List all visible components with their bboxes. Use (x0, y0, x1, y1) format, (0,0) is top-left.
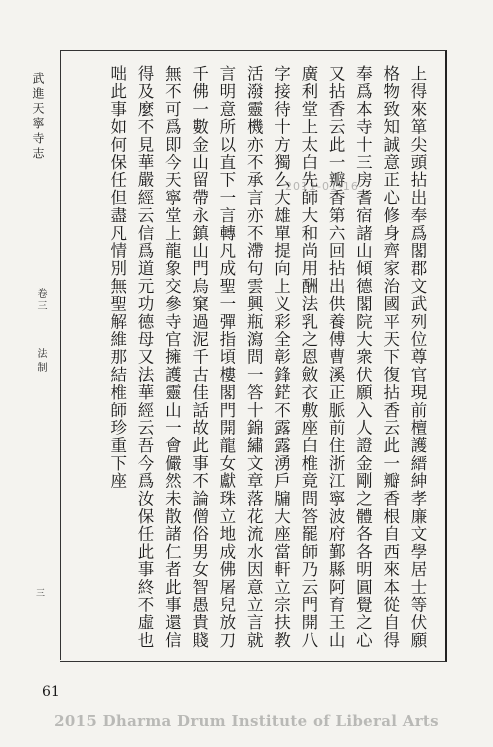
text-line: 無不可爲即今天寧堂上龍象交參寺官擁護靈山一會儼然未散諸仁者此事還信 (162, 65, 182, 650)
date-watermark: 2011-01-16 (285, 180, 359, 193)
body-text (103, 65, 431, 649)
text-line: 字接待十方獨么大雄單提向上义彩全彰鋒鋩不露露湧戶牖大座當軒立宗扶教 (271, 65, 291, 650)
leaf-number: 三 (34, 588, 44, 597)
footer-credit: 2015 Dharma Drum Institute of Liberal Arts (54, 712, 439, 730)
volume-label: 卷三 (35, 288, 46, 312)
text-line: 格物致知誠意正心修身齊家治國平天下復拈香云此一瓣香根自西來本從自得 (380, 65, 400, 650)
text-line: 活潑靈機亦不承言亦不滯句雲興瓶瀉問一答十錦繡文章落花流水因意立言就 (244, 65, 264, 650)
text-line: 廣利堂上太白先師大和尚用酬法乳之恩斂衣敷座白椎竟問答罷師乃云門開八 (298, 65, 318, 650)
text-line: 奉爲本寺十三房耆宿諸山傾德閣院大衆伏願入人證金剛之體各各明圓覺之心 (353, 65, 373, 650)
text-line: 又拈香云此一瓣香第六回拈出供養傅曹溪正脈前住浙江寧波府鄞縣阿育王山 (326, 65, 346, 650)
page-header-column (20, 50, 61, 660)
text-line: 千佛一數金山留帶永鎮山門烏窠過泥千古佳話故此事不論僧俗男女智愚貴賤 (189, 65, 209, 650)
text-line: 得及麼不見華嚴經云信爲道元功德母又法華經云吾今爲汝保任此事終不虛也 (135, 65, 155, 650)
section-label: 法制 (35, 348, 46, 376)
text-line: 言明意所以直下一言轉凡成聖一彈指頃樓閣門開龍女獻珠立地成佛屠兒放刀 (216, 65, 236, 650)
text-line: 上得來箪尖頭拈出奉爲閣郡文武列位尊官現前檀護縉紳孝廉文學居士等伏願 (408, 65, 427, 650)
text-frame (60, 50, 447, 662)
text-line: 咄此事如何保任但盡凡情別無聖解維那結椎師珍重下座 (107, 65, 127, 490)
page-number: 61 (42, 684, 60, 700)
book-title: 武進天寧寺志 (31, 72, 45, 162)
